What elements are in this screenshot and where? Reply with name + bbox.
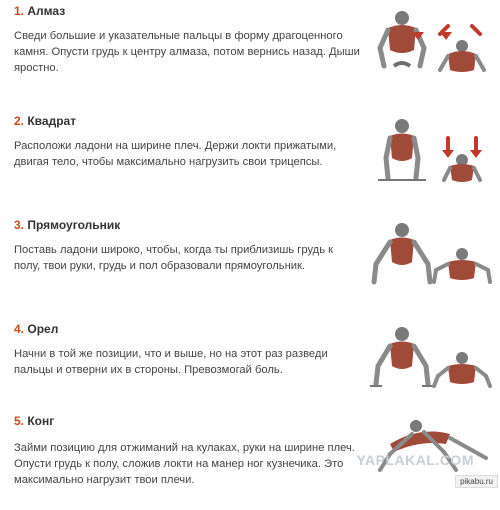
pushup-figure-front	[370, 327, 434, 386]
exercise-title	[14, 218, 360, 232]
exercise-number: 3.	[14, 218, 25, 232]
watermark: YAPLAKAL.COM	[356, 452, 474, 468]
pushup-figure-side	[442, 138, 482, 182]
exercise-illustration-2	[370, 114, 494, 194]
exercise-item-3	[0, 218, 500, 318]
pushup-figure-side	[434, 352, 490, 386]
source-badge: pikabu.ru	[455, 475, 498, 488]
exercise-title-text: Прямоугольник	[27, 218, 121, 232]
exercise-title-text: Конг	[27, 414, 55, 428]
exercise-title	[14, 114, 360, 128]
exercise-description: Начни в той же позиции, что и выше, но на этот раз разведи пальцы и отверни их в стороны. Превозмогай боль.	[14, 348, 328, 376]
exercise-description: Займи позицию для отжиманий на кулаках, руки на ширине плеч. Опусти грудь к полу, сложив локти на манер ног кузнечика. Это максимально нагрузит твои плечи.	[14, 442, 355, 486]
exercise-illustration-4	[370, 322, 494, 402]
exercise-number: 4.	[14, 322, 25, 336]
exercise-illustration-1	[370, 4, 494, 84]
exercise-number: 5.	[14, 414, 25, 428]
exercise-illustration-3	[370, 218, 494, 298]
exercise-title	[14, 322, 360, 336]
exercise-description: Поставь ладони широко, чтобы, когда ты приблизишь грудь к полу, твои руки, грудь и пол образовали прямоугольник.	[14, 244, 334, 272]
exercise-title-text: Алмаз	[27, 4, 66, 18]
exercise-description: Сведи большие и указательные пальцы в форму драгоценного камня. Опусти грудь к центру алмаза, потом вернись назад. Дыши яростно.	[14, 30, 360, 74]
exercise-description: Расположи ладони на ширине плеч. Держи локти прижатыми, двигая тело, чтобы максимально нагрузить свои трицепсы.	[14, 140, 337, 168]
exercise-number: 1.	[14, 4, 25, 18]
exercise-title	[14, 414, 360, 428]
pushup-figure-side	[434, 248, 490, 282]
exercise-title	[14, 4, 360, 18]
exercise-title-text: Квадрат	[27, 114, 77, 128]
exercise-item-4	[0, 322, 500, 422]
exercise-item-2	[0, 114, 500, 214]
pushup-figure-front	[374, 223, 430, 282]
exercise-title-text: Орел	[27, 322, 59, 336]
exercise-number: 2.	[14, 114, 25, 128]
pushup-figure-front	[378, 119, 426, 180]
exercise-item-1	[0, 4, 500, 104]
